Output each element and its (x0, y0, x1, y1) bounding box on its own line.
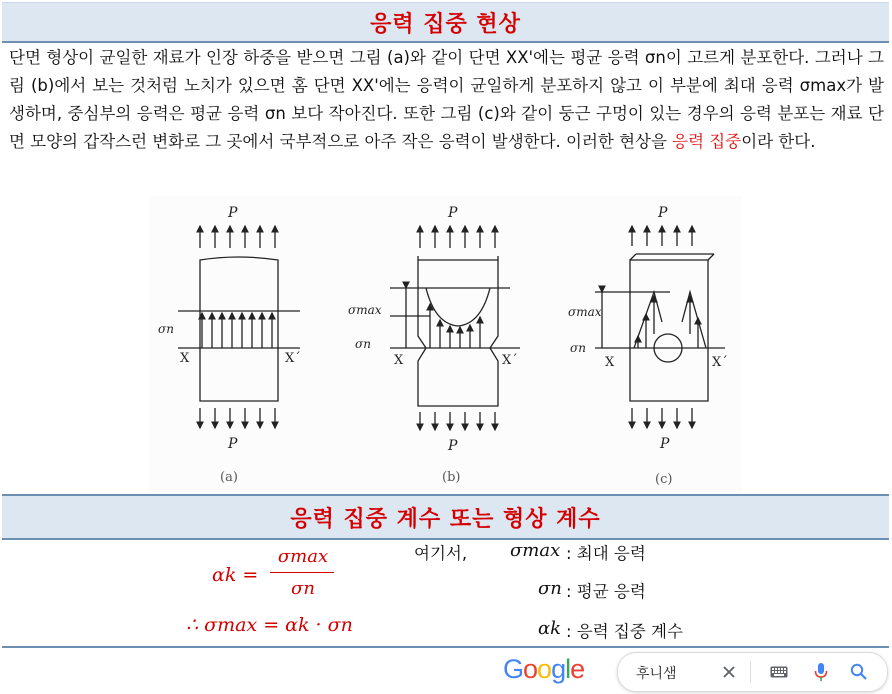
load-arrows-a-bottom (200, 408, 275, 428)
def-desc-1: : 평균 응력 (566, 582, 646, 601)
x-label-c: X (605, 355, 615, 370)
search-divider (750, 661, 751, 683)
load-label-c-top: P (658, 205, 668, 221)
x-label-a: X (180, 351, 190, 366)
close-icon[interactable] (722, 665, 736, 679)
stress-concentration-figure (150, 196, 742, 492)
fraction-numerator: σmax (277, 546, 329, 567)
load-arrows-b-bottom (420, 412, 495, 430)
def-sym-2: αk (538, 618, 562, 639)
sigma-n-label-b: σn (355, 337, 371, 351)
alpha-lhs: αk = (212, 564, 259, 586)
google-logo-letter: l (565, 654, 571, 684)
mic-icon[interactable] (814, 662, 828, 682)
xprime-label-a: X´ (285, 351, 301, 366)
page-title: 응력 집중 현상 (370, 11, 521, 37)
def-desc-0: : 최대 응력 (566, 544, 646, 563)
load-arrows-c-top (632, 226, 692, 246)
sigma-n-label-a: σn (158, 322, 174, 336)
google-logo[interactable] (503, 654, 584, 685)
search-icon[interactable] (850, 663, 868, 681)
stress-curve-c-right (682, 292, 706, 348)
load-arrows-a-top (200, 226, 275, 248)
fraction-denominator: σn (291, 578, 315, 599)
google-logo-letter: G (503, 654, 524, 684)
formula-area (0, 538, 892, 646)
caption-a: (a) (220, 470, 238, 485)
xprime-label-c: X´ (712, 355, 728, 370)
intro-paragraph (9, 44, 884, 156)
caption-b: (b) (442, 470, 461, 485)
paragraph-text: 단면 형상이 균일한 재료가 인장 하중을 받으면 그림 (a)와 같이 단면 XX'에는 평균 응력 σn이 고르게 분포한다. 그러나 그림 (b)에서 보는 것처럼 노치가 있으면 홈 단면 XX'에는 응력이 균일하게 분포하지 않고 이 부분에 최대 응력 σmax가 발생하며, 중심부의 응력은 평균 응력 σn 보다 작아진다. 또한 그림 (c)와 같이 둥근 구멍이 있는 경우의 응력 분포는 재료 단면 모양의 갑작스런 변화로 그 곳에서 국부적으로 아주 작은 응력이 발생한다. 이러한 현상을 (9, 48, 884, 151)
therefore-formula: ∴ σmax = αk · σn (186, 614, 353, 636)
def-sym-1: σn (538, 578, 562, 599)
def-sym-0: σmax (510, 540, 561, 561)
stress-arrows-a (202, 313, 272, 348)
load-label-b-top: P (448, 205, 458, 221)
load-label-a-top: P (228, 205, 238, 221)
search-bar[interactable] (617, 652, 888, 692)
google-logo-letter: o (537, 654, 552, 684)
sigma-n-label-c: σn (570, 341, 586, 355)
figure-b (348, 205, 520, 485)
caption-c: (c) (655, 472, 673, 487)
google-logo-letter: g (551, 654, 566, 684)
load-arrows-c-bottom (632, 408, 692, 428)
sigma-max-label-c: σmax (568, 305, 602, 319)
search-query[interactable]: 후니샘 (636, 666, 677, 682)
load-label-a-bottom: P (228, 436, 238, 452)
def-desc-2: : 응력 집중 계수 (566, 622, 683, 641)
section-title-bar (2, 494, 889, 540)
where-label: 여기서, (414, 544, 468, 563)
paragraph-end: 이라 한다. (741, 132, 816, 151)
page-title-bar (2, 2, 889, 43)
load-label-c-bottom: P (660, 436, 670, 452)
load-arrows-b-top (420, 226, 495, 248)
load-label-b-bottom: P (448, 438, 458, 454)
figure-c (568, 205, 728, 487)
highlight-term: 응력 집중 (672, 132, 742, 151)
xprime-label-b: X´ (502, 353, 518, 368)
google-logo-letter: o (523, 654, 538, 684)
x-label-b: X (394, 353, 404, 368)
fraction-bar (270, 572, 334, 573)
sigma-max-label-b: σmax (348, 303, 382, 317)
keyboard-icon[interactable] (770, 666, 788, 678)
figure-a (158, 205, 301, 485)
stress-arrows-c (638, 296, 698, 348)
bar-c (630, 260, 708, 401)
google-logo-letter: e (570, 654, 585, 684)
section-title: 응력 집중 계수 또는 형상 계수 (290, 506, 601, 532)
